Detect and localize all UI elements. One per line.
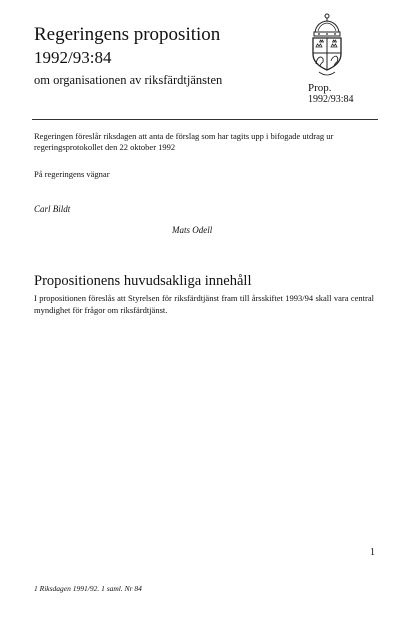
header-divider [32, 119, 378, 120]
prop-label: Prop. [308, 82, 332, 94]
document-subtitle: om organisationen av riksfärdtjänsten [34, 73, 223, 87]
summary-body: I propositionen föreslås att Styrelsen för riksfärdtjänst fram till årsskiftet 1993/94 skall vara central myndighet för frågor om riksfärdtjänst. [34, 293, 374, 315]
footer-citation: 1 Riksdagen 1991/92. 1 saml. Nr 84 [34, 584, 142, 593]
on-behalf-line: På regeringens vägnar [34, 169, 110, 179]
prop-number: 1992/93:84 [308, 94, 354, 105]
summary-heading: Propositionens huvudsakliga innehåll [34, 273, 252, 289]
signature-minister: Mats Odell [172, 225, 213, 235]
page-number: 1 [370, 547, 375, 558]
signature-prime-minister: Carl Bildt [34, 204, 71, 214]
document-title: Regeringens proposition [34, 24, 221, 45]
intro-paragraph: Regeringen föreslår riksdagen att anta de förslag som har tagits upp i bifogade utdrag ur regeringsprotokollet den 22 oktober 1992 [34, 131, 334, 152]
proposition-number: 1992/93:84 [34, 48, 112, 67]
swedish-coat-of-arms-icon [305, 12, 349, 82]
